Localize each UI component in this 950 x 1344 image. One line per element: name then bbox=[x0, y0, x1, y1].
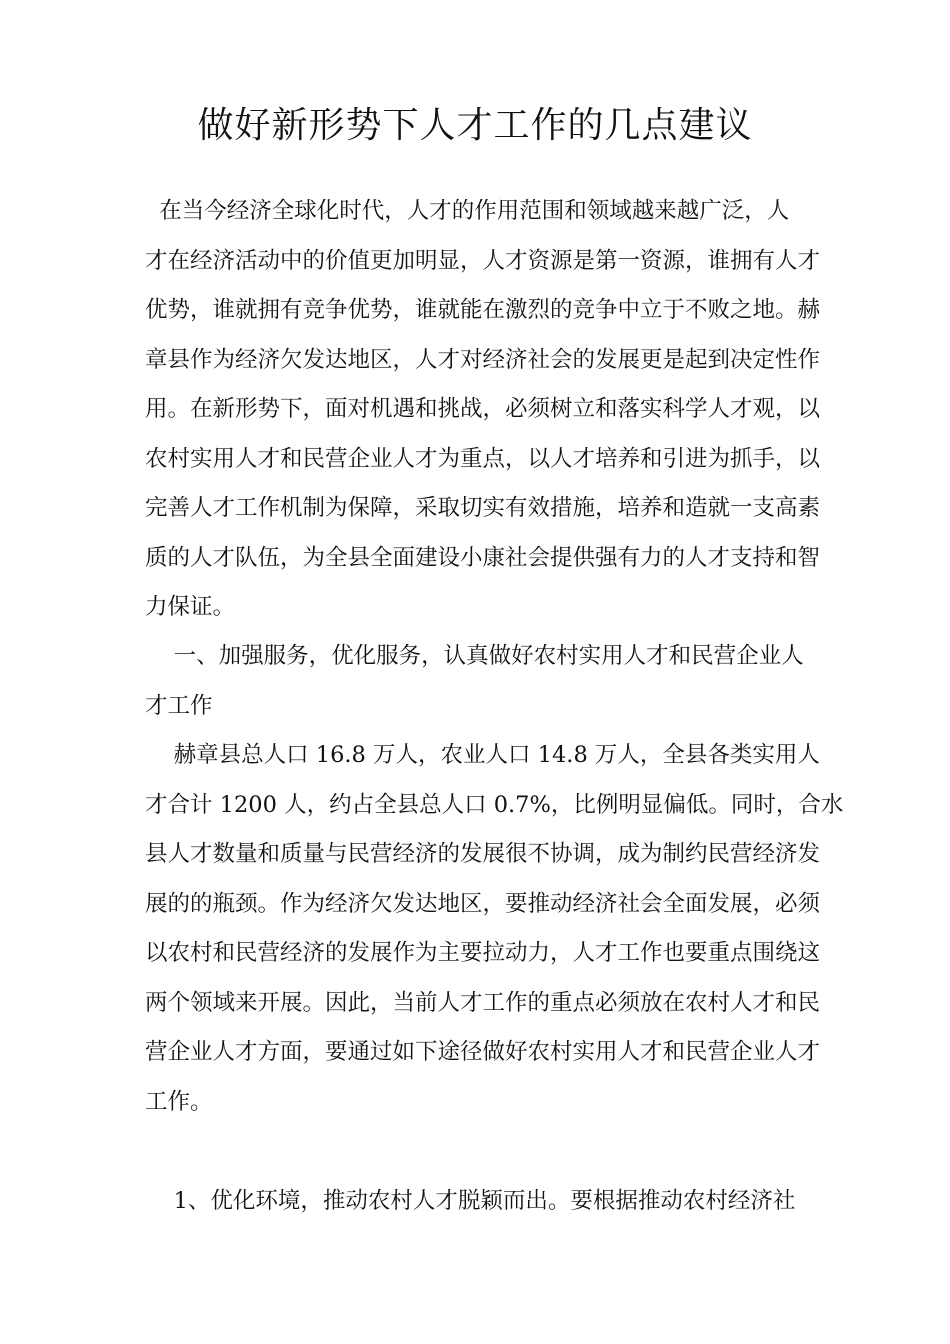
text-line: 章县作为经济欠发达地区，人才对经济社会的发展更是起到决定性作 bbox=[145, 346, 821, 373]
text-line: 才工作 bbox=[145, 692, 213, 719]
text-line: 农村实用人才和民营企业人才为重点，以人才培养和引进为抓手，以 bbox=[145, 445, 821, 472]
text-line: 力保证。 bbox=[145, 594, 236, 620]
section-heading-1 bbox=[145, 632, 810, 731]
subsection-1 bbox=[145, 1177, 810, 1227]
text-line: 才在经济活动中的价值更加明显，人才资源是第一资源，谁拥有人才 bbox=[145, 247, 821, 274]
text-line: 一、加强服务，优化服务，认真做好农村实用人才和民营企业人 bbox=[145, 643, 804, 669]
text-line: 用。在新形势下，面对机遇和挑战，必须树立和落实科学人才观，以 bbox=[145, 396, 821, 422]
text-line: 赫章县总人口 16.8 万人，农业人口 14.8 万人，全县各类实用人 bbox=[145, 742, 820, 768]
text-line: 工作。 bbox=[145, 1088, 213, 1115]
text-line: 完善人才工作机制为保障，采取切实有效措施，培养和造就一支高素 bbox=[145, 495, 821, 521]
text-line: 县人才数量和质量与民营经济的发展很不协调，成为制约民营经济发 bbox=[145, 841, 821, 867]
paragraph-statistics bbox=[145, 731, 844, 1127]
text-line: 1、优化环境，推动农村人才脱颖而出。要根据推动农村经济社 bbox=[145, 1188, 796, 1214]
paragraph-intro bbox=[145, 187, 821, 633]
text-line: 在当今经济全球化时代，人才的作用范围和领域越来越广泛，人 bbox=[145, 198, 790, 224]
text-line: 才合计 1200 人，约占全县总人口 0.7%，比例明显偏低。同时，合水 bbox=[145, 791, 844, 818]
text-line: 以农村和民营经济的发展作为主要拉动力，人才工作也要重点围绕这 bbox=[145, 940, 821, 966]
document-title: 做好新形势下人才工作的几点建议 bbox=[197, 105, 753, 146]
text-line: 展的的瓶颈。作为经济欠发达地区，要推动经济社会全面发展，必须 bbox=[145, 890, 821, 917]
text-line: 营企业人才方面，要通过如下途径做好农村实用人才和民营企业人才 bbox=[145, 1039, 821, 1065]
text-line: 质的人才队伍，为全县全面建设小康社会提供强有力的人才支持和智 bbox=[145, 544, 821, 571]
text-line: 两个领域来开展。因此，当前人才工作的重点必须放在农村人才和民 bbox=[145, 989, 821, 1016]
text-line: 优势，谁就拥有竞争优势，谁就能在激烈的竞争中立于不败之地。赫 bbox=[145, 297, 821, 323]
